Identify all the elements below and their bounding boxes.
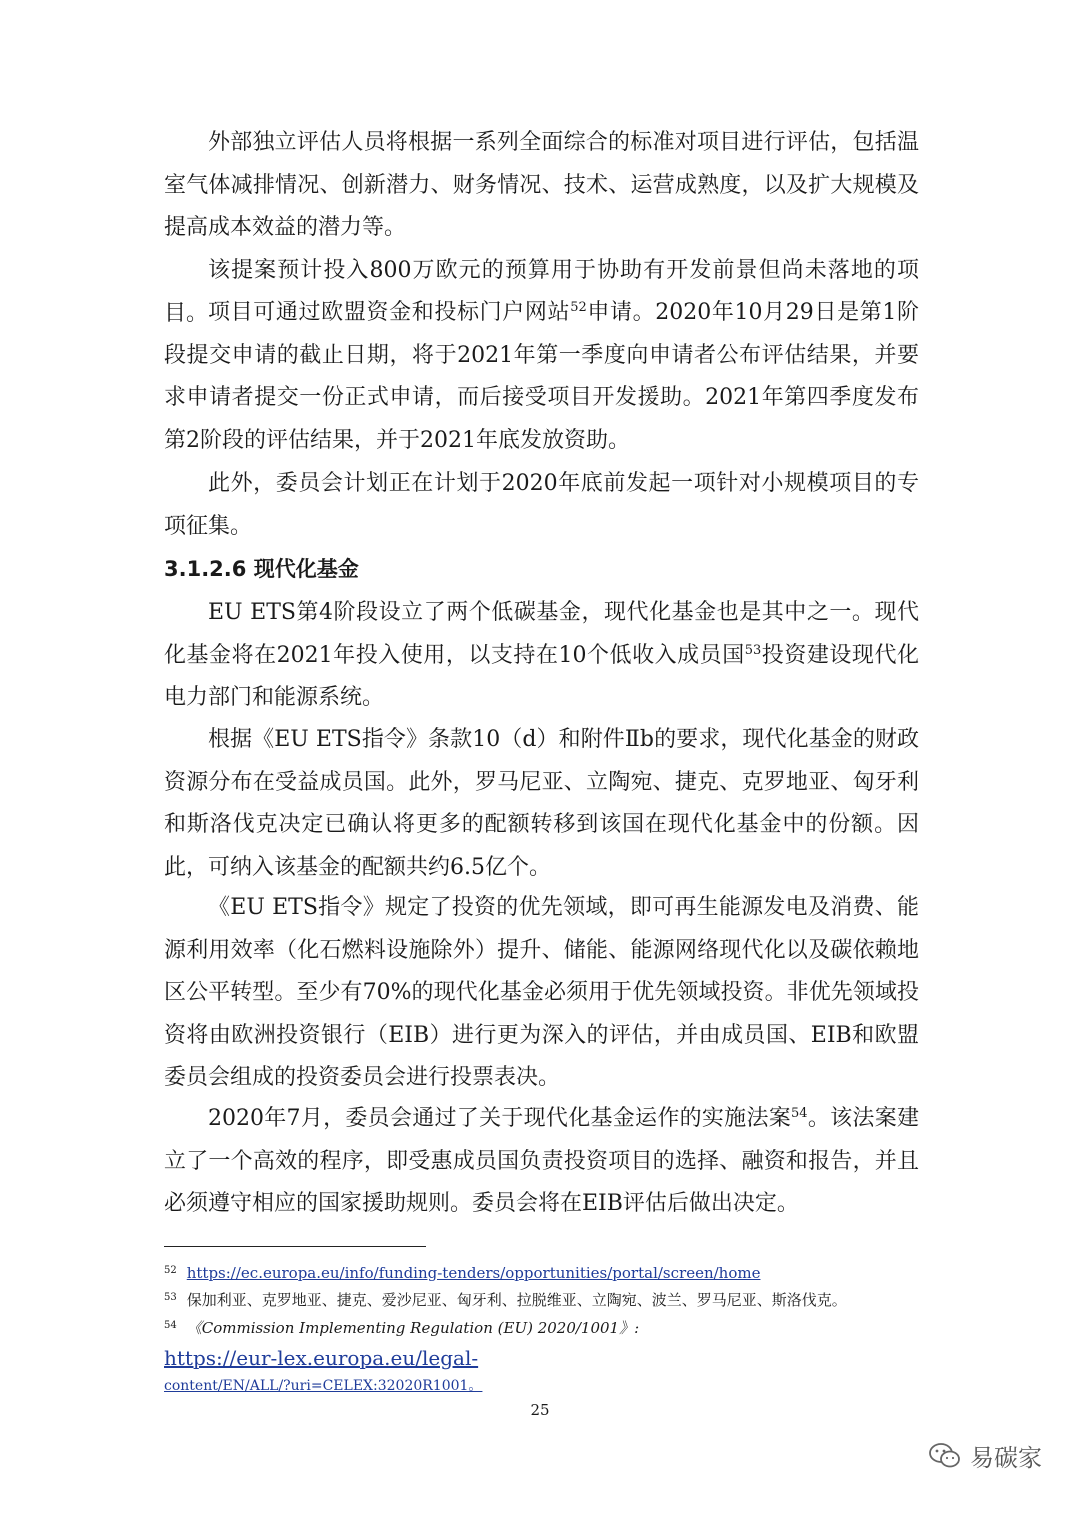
paragraph-budget: 该提案预计投入800万欧元的预算用于协助有开发前景但尚未落地的项目。 [164,258,919,326]
section-heading: 3.1.2.6 现代化基金 [164,557,359,581]
paragraph-implementing-act: 2020年7月，委员会通过了关于现代化基金运作的实施法案$^{54}$。该法案建立了一个高效的程序，即受惠成员国负责投资项目的选择、融资和报告，并且必须遵守相应的国家援助规则。委员会将在EIB评估后做出决定。 [164,1106,919,1216]
footnote-ref-52[interactable]: 52 [570,300,587,315]
paragraph-financial-resources: 根据《EU ETS指令》条款10（d）和附件Ⅱb的要求，现代化基金的财政资源分布在受益成员国。此外，罗马尼亚、立陶宛、捷克、克罗地亚、匈牙利和斯洛伐克决定已确认将更多的配额转移到该国在现代化基金中的份额。因此，可纳入该基金的配额共约6.5亿个。 [164,727,919,880]
footnote-54-link-part1[interactable]: https://eur-lex.europa.eu/legal- [164,1346,479,1370]
watermark-text: 易碳家 [970,1444,1042,1472]
page-number: 25 [530,1401,550,1419]
footnote-52: $^{52}$ https://ec.europa.eu/info/funding-tenders/opportunities/portal/screen/home [164,1264,761,1282]
footnote-54: $^{54}$ 《Commission Implementing Regulation (EU) 2020/1001》: [164,1319,640,1337]
paragraph-application: 项目可通过欧盟资金和投标门户网站$^{52}$申请。2020年10月29日是第1阶段提交申请的截止日期，将于2021年第一季度向申请者公布评估结果，并要求申请者提交一份正式申请，而后接受项目开发援助。2021年第四季度发布第2阶段的评估结果，并于2021年底发放资助。 [164,300,919,453]
footnote-separator [164,1246,426,1247]
footnote-52-link[interactable]: https://ec.europa.eu/info/funding-tenders/opportunities/portal/screen/home [186,1264,761,1282]
paragraph-evaluation: 外部独立评估人员将根据一系列全面综合的标准对项目进行评估，包括温室气体减排情况、创新潜力、财务情况、技术、运营成熟度，以及扩大规模及提高成本效益的潜力等。 [164,130,919,240]
footnote-53: $^{53}$ 保加利亚、克罗地亚、捷克、爱沙尼亚、匈牙利、拉脱维亚、立陶宛、波兰、罗马尼亚、斯洛伐克。 [164,1291,847,1309]
footnote-ref-54[interactable]: 54 [791,1106,808,1121]
footnote-ref-53[interactable]: 53 [744,642,762,658]
wechat-icon [928,1442,962,1470]
paragraph-priority-areas: 《EU ETS指令》规定了投资的优先领域，即可再生能源发电及消费、能源利用效率（化石燃料设施除外）提升、储能、能源网络现代化以及碳依赖地区公平转型。至少有70%的现代化基金必须用于优先领域投资。非优先领域投资将由欧洲投资银行（EIB）进行更为深入的评估，并由成员国、EIB和欧盟委员会组成的投资委员会进行投票表决。 [164,895,919,1090]
watermark [928,1438,1042,1473]
paragraph-modernisation-fund: EU ETS第4阶段设立了两个低碳基金，现代化基金也是其中之一。现代化基金将在2021年投入使用，以支持在10个低收入成员国$^{53}$投资建设现代化电力部门和能源系统。 [164,600,919,710]
paragraph-small-projects: 此外，委员会计划正在计划于2020年底前发起一项针对小规模项目的专项征集。 [164,471,919,539]
footnote-54-link-part2[interactable]: content/EN/ALL/?uri=CELEX:32020R1001。 [164,1378,483,1394]
